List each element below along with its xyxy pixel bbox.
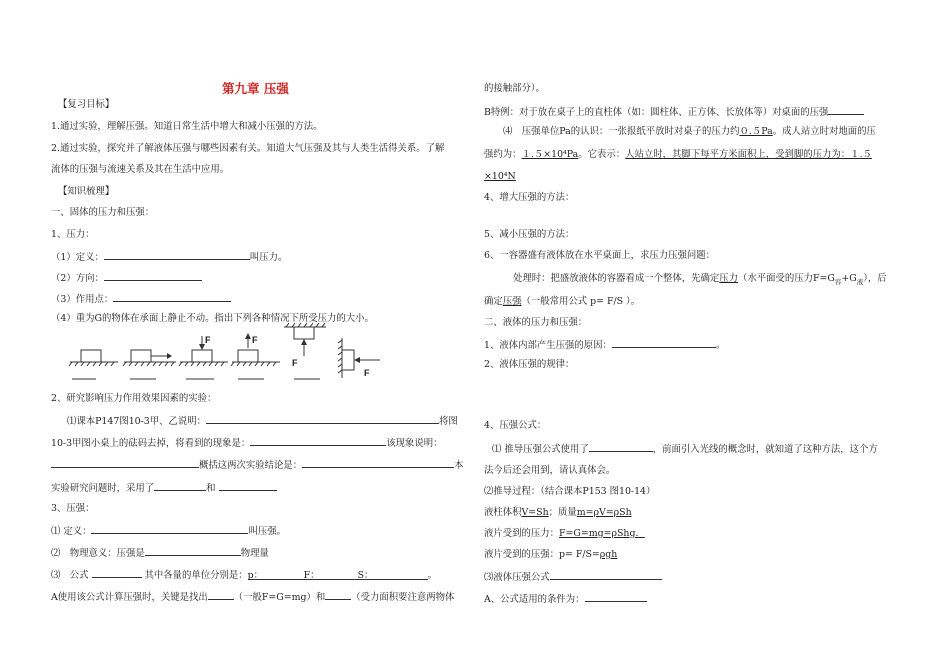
blank — [104, 250, 250, 260]
blank — [113, 292, 231, 302]
experiment-text: 实验研究问题时，采用了 — [51, 483, 155, 494]
blank — [589, 442, 653, 452]
blank — [206, 414, 439, 424]
method-text: （水平面受的压力F=G — [738, 273, 835, 284]
derivation-text: ；质量 — [548, 507, 577, 518]
experiment-line-c — [51, 458, 464, 472]
unit-pa-text: 。成人站立时对地面的压 — [772, 126, 876, 137]
pressure-formula-result: ρgh — [599, 549, 618, 560]
subscript-container: 容 — [834, 277, 842, 286]
derivation-text: 液片受到的压力： — [484, 528, 560, 539]
question-4: （4）重为G的物体在承面上静止不动。指出下列各种情况下所受压力的大小。 — [51, 313, 374, 324]
derivation-note: 法今后还会用到，请认真体会。 — [484, 465, 616, 476]
derivation-text: ，前面引入光线的概念时，就知道了这种方法，这个方 — [652, 444, 878, 455]
method-text: ），后 — [863, 273, 887, 284]
blank — [828, 105, 864, 115]
force-diagrams — [64, 322, 384, 382]
derivation-text: ⑶液体压强公式 — [484, 572, 550, 583]
liquid-pressure — [484, 549, 617, 561]
pressure-def-label: ⑴ 定义： — [51, 526, 92, 537]
subsection-pressure-force: 1、压力： — [51, 229, 95, 240]
derivation-process: ⑵推导过程：（结合课本P153 图10-14） — [484, 486, 656, 497]
blank — [51, 458, 199, 468]
blank — [219, 481, 277, 491]
standing-meaning: 人站立时，其脚下每平方米面积上，受到脚的压力为：１.５ — [625, 149, 872, 160]
liquid-volume — [484, 507, 632, 519]
volume-formula: V=Sh — [521, 507, 549, 518]
derivation-text: 液柱体积 — [484, 507, 522, 518]
method-text: （一般常用公式 p= F/S ）。 — [521, 296, 641, 307]
action-point-label: （3）作用点： — [51, 294, 114, 305]
standing-force-value: ×10⁴N — [484, 171, 516, 182]
force-label: F — [252, 335, 258, 345]
subsection-experiment: 2、研究影响压力作用效果因素的实验： — [51, 393, 217, 404]
force-formula: F=G=mg=ρShg． — [559, 528, 645, 539]
pressure-meaning — [51, 546, 269, 560]
experiment-text: 该现象说明： — [386, 438, 443, 449]
standing-pressure-value: １.５×10⁴Pa — [521, 149, 579, 160]
definition-suffix: 叫压力。 — [249, 252, 288, 263]
special-case-text: B特例：对于放在桌子上的直柱体（如：圆柱体、正方体、长放体等）对桌面的压强 — [484, 107, 829, 118]
formula-conditions — [484, 592, 647, 606]
blank — [550, 570, 662, 580]
blank — [145, 546, 241, 556]
experiment-text: ⑴课本P147图10-3甲、乙说明： — [67, 416, 207, 427]
blank — [154, 481, 206, 491]
blank — [104, 271, 202, 281]
unit-p: p： — [247, 570, 264, 581]
goal-2-line-a: 2.通过实验，探究并了解液体压强与哪些因素有关。知道大气压强及其与人类生活得关系。了解 — [51, 143, 445, 154]
derivation-text: 液片受到的压强：p= F/S= — [484, 549, 600, 560]
knowledge-heading: 【知识梳理】 — [58, 186, 115, 197]
goal-1: 1.通过实验，理解压强。知道日常生活中增大和减小压强的方法。 — [51, 121, 323, 132]
direction-label: （2）方向： — [51, 273, 104, 284]
standing-text: 强约为： — [484, 149, 522, 160]
unit-f: F： — [303, 570, 320, 581]
unit-p-blank — [248, 570, 304, 580]
blank — [92, 568, 142, 578]
blank — [325, 590, 351, 600]
unit-s-blank — [358, 570, 428, 580]
experiment-line-a — [67, 414, 458, 428]
direction-line — [51, 271, 202, 285]
units-label: 其中各量的单位分别是： — [144, 570, 248, 581]
section-1-heading: 一、固体的压力和压强： — [51, 207, 155, 218]
formula-label: ⑶ 公式 — [51, 570, 89, 581]
derivation-method — [492, 442, 878, 456]
pressure-def-suffix: 叫压强。 — [248, 526, 286, 537]
liquid-force — [484, 528, 645, 540]
standing-pressure-line — [484, 149, 872, 161]
container-problem: 6、一容器盛有液体放在水平桌面上，求压力压强问题： — [484, 250, 715, 261]
page-title: 第九章 压强 — [222, 81, 289, 96]
definition-label: （1）定义： — [51, 252, 104, 263]
force-label: F — [205, 335, 211, 345]
note-a — [51, 590, 454, 604]
unit-f-blank — [304, 570, 358, 580]
unit-pa-line — [503, 126, 876, 138]
experiment-text: 本 — [454, 460, 464, 471]
experiment-text: 和 — [206, 483, 216, 494]
mass-formula: m=ρV=ρSh — [576, 507, 632, 518]
blank — [208, 590, 234, 600]
subscript-liquid: 液 — [856, 277, 864, 286]
experiment-text: 将图 — [439, 416, 458, 427]
pressure-formula — [51, 568, 437, 582]
container-method-2 — [484, 296, 640, 308]
review-goals-heading: 【复习目标】 — [58, 99, 115, 110]
blank — [91, 524, 248, 534]
blank — [612, 338, 716, 348]
increase-pressure: 4、增大压强的方法： — [484, 192, 575, 203]
experiment-line-d — [51, 481, 277, 495]
method-force: 压力 — [719, 273, 739, 284]
standing-text: 。它表示： — [578, 149, 626, 160]
unit-s: S： — [357, 570, 374, 581]
method-text: +G — [841, 273, 857, 284]
conditions-text: A、公式适用的条件为： — [484, 594, 585, 605]
period: 。 — [427, 570, 438, 581]
derivation-text: ⑴ 推导压强公式使用了 — [492, 444, 589, 455]
experiment-text: 概括这两次实验结论是： — [199, 460, 303, 471]
action-point-line — [51, 292, 231, 306]
blank — [585, 592, 647, 602]
liquid-laws: 2、液体压强的规律： — [484, 359, 575, 370]
force-label: F — [364, 368, 370, 378]
experiment-text: 10-3甲图小桌上的砝码去掉，将看到的现象是： — [51, 438, 251, 449]
pressure-meaning-label: ⑵ 物理意义：压强是 — [51, 548, 145, 559]
decrease-pressure: 5、减小压强的方法： — [484, 229, 575, 240]
subsection-pressure: 3、压强： — [51, 503, 95, 514]
method-pressure: 压强 — [502, 296, 522, 307]
container-method — [513, 273, 887, 288]
liquid-cause-text: 1、液体内部产生压强的原因： — [484, 340, 612, 351]
note-text: （受力面积要注意两物体 — [351, 592, 455, 603]
liquid-cause — [484, 338, 725, 352]
method-text: 处理时：把盛放液体的容器看成一个整体，先确定 — [513, 273, 720, 284]
right-line-1: 的接触部分）。 — [484, 83, 545, 94]
newspaper-pressure: ０.５Pa — [739, 126, 773, 137]
definition-line — [51, 250, 287, 264]
period: 。 — [715, 340, 726, 351]
blank — [250, 436, 386, 446]
liquid-pressure-formula — [484, 570, 662, 584]
section-2-heading: 二、液体的压力和压强： — [484, 317, 588, 328]
pressure-definition — [51, 524, 286, 538]
pressure-meaning-suffix: 物理量 — [240, 548, 269, 559]
note-text: A使用该公式计算压强时，关键是找出 — [51, 592, 208, 603]
method-text: 确定 — [484, 296, 503, 307]
pressure-formula-heading: 4、压强公式： — [484, 420, 547, 431]
special-case-b — [484, 105, 864, 119]
force-label: F — [292, 358, 298, 368]
experiment-line-b — [51, 436, 442, 450]
goal-2-line-b: 流体的压强与流速关系及其在生活中应用。 — [51, 164, 230, 175]
note-text: （一般F=G=mg）和 — [233, 592, 326, 603]
blank — [302, 458, 454, 468]
unit-pa-text: ⑷ 压强单位Pa的认识：一张报纸平放时对桌子的压力约 — [503, 126, 740, 137]
